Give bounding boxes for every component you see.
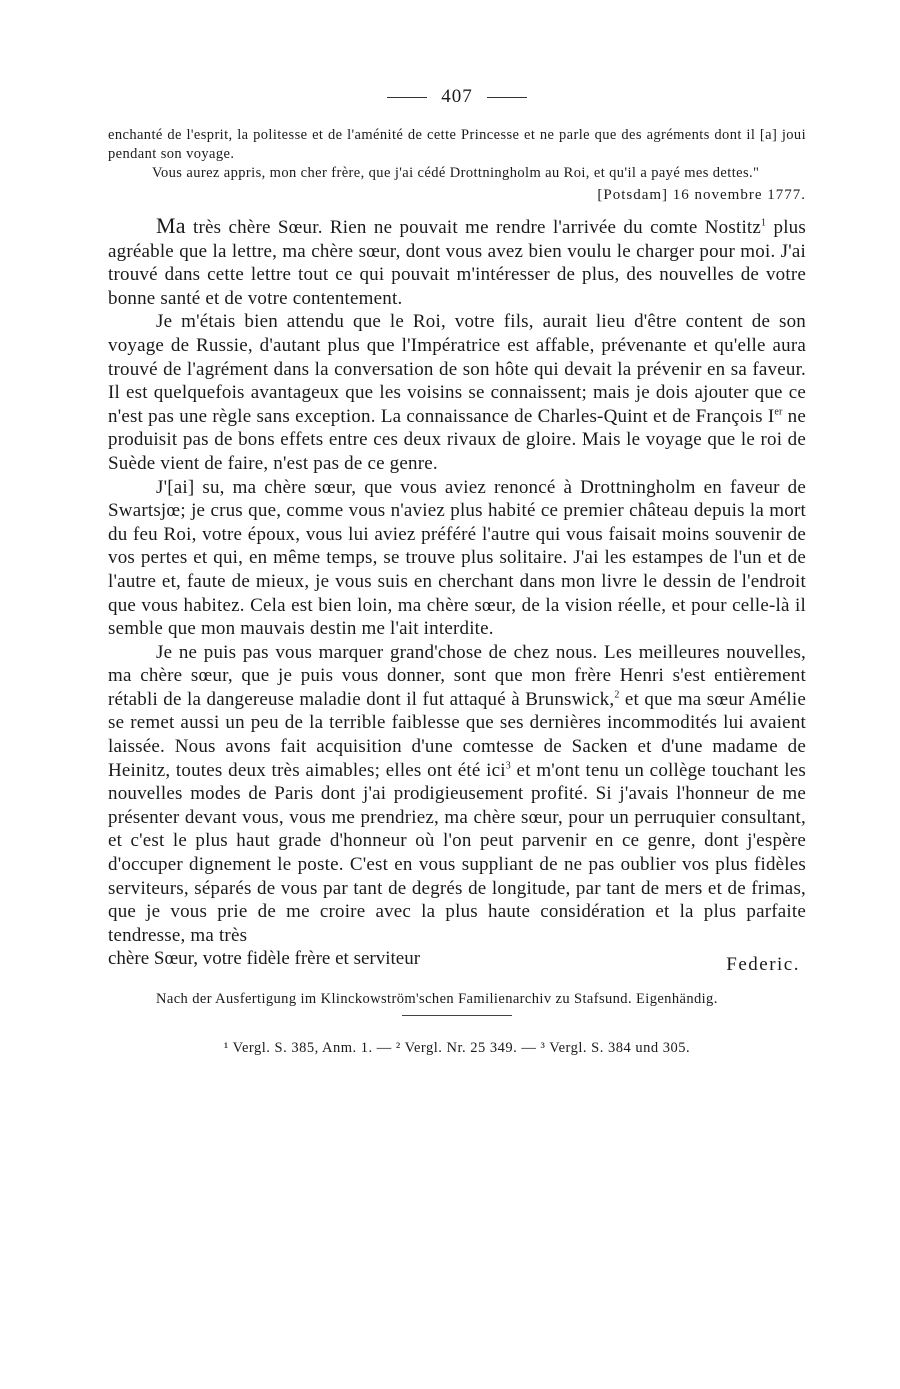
signature: Federic. xyxy=(726,954,800,976)
footnote-ref-1: 1 xyxy=(761,217,767,229)
paragraph-4-text-b: et que ma sœur Amélie se remet aussi un peu de la terrible faiblesse que ses dernières incommodités lui avaient laissée. Nous avons fait acquisition d'une comtesse de Sacken et d'une madame de Heinitz, toutes deux très aimables; elles ont été ici xyxy=(108,688,807,781)
letter-paragraph-4 xyxy=(108,641,806,948)
closing-line xyxy=(108,947,806,976)
paragraph-2-text-b: ne produisit pas de bons effets entre ces deux rivaux de gloire. Mais le voyage que le roi de Suède vient de faire, n'est pas de ce genre. xyxy=(108,405,806,474)
superscript-er: er xyxy=(774,406,783,418)
paragraph-1-text-a: très chère Sœur. Rien ne pouvait me rendre l'arrivée du comte Nostitz xyxy=(185,217,762,238)
paragraph-4-text-a: Je ne puis pas vous marquer grand'chose de chez nous. Les meilleures nouvelles, ma chère sœur, que je puis vous donner, sont que mon frère Henri s'est entièrement rétabli de la dangereuse maladie dont il fut attaqué à Brunswick, xyxy=(108,641,806,710)
paragraph-2-text-a: Je m'étais bien attendu que le Roi, votre fils, aurait lieu d'être content de son voyage de Russie, d'autant plus que l'Impératrice est affable, prévenante et qu'elle aura trouvé de l'agrément dans la conversation de son hôte qui devait la prévenir en sa faveur. Il est quelquefois avantageux que les voisins se connaissent; mais je dois ajouter que ce n'est pas une règle sans exception. La connaissance de Charles-Quint et de François I xyxy=(108,311,806,427)
closing-text: chère Sœur, votre fidèle frère et serviteur xyxy=(108,948,421,970)
document-page xyxy=(108,86,806,1057)
header-dash-right xyxy=(487,97,527,98)
paragraph-4-text-c: et m'ont tenu un collège touchant les nouvelles modes de Paris dont j'ai prodigieusement profité. Si j'avais l'honneur de me présenter devant vous, vous me prendriez, ma chère sœur, pour un perruquier consultant, et c'est le plus haut grade d'honneur où l'on peut parvenir en ce genre, dont j'espère d'occuper dignement le poste. C'est en vous suppliant de ne pas oublier vos plus fidèles serviteurs, séparés de vous par tant de degrés de longitude, par tant de mers et de frimas, que je vous prie de me croire avec la plus haute considération et la plus parfaite tendresse, ma très xyxy=(108,759,806,946)
dateline: [Potsdam] 16 novembre 1777. xyxy=(597,187,806,203)
page-header xyxy=(108,86,806,108)
footnote-ref-2: 2 xyxy=(614,689,620,701)
page-number: 407 xyxy=(441,86,473,107)
paragraph-1-text-b: plus agréable que la lettre, ma chère sœur, dont vous avez bien voulu le charger pour moi. J'ai trouvé dans cette lettre tout ce qui pouvait m'intéresser de plus, des nouvelles de votre bonne santé et de votre contentement. xyxy=(108,217,806,309)
footnotes: ¹ Vergl. S. 385, Anm. 1. — ² Vergl. Nr. 25 349. — ³ Vergl. S. 384 und 305. xyxy=(223,1040,691,1056)
intro-paragraph-1: enchanté de l'esprit, la politesse et de l'aménité de cette Princesse et ne parle que des agréments dont il [a] joui pendant son voyage. xyxy=(108,127,806,162)
footnote-ref-3: 3 xyxy=(505,760,511,772)
intro-section xyxy=(108,126,806,183)
letter-body xyxy=(108,213,807,976)
letter-paragraph-2 xyxy=(108,310,806,475)
opening-word: Ma xyxy=(156,213,186,238)
source-note: Nach der Ausfertigung im Klinckowström'schen Familienarchiv zu Stafsund. Eigenhändig. xyxy=(156,991,718,1007)
footnote-divider xyxy=(402,1015,512,1016)
header-dash-left xyxy=(387,97,427,98)
letter-paragraph-3: J'[ai] su, ma chère sœur, que vous aviez renoncé à Drottningholm en faveur de Swartsjœ; je crus que, comme vous n'aviez plus habité ce premier château depuis la mort du feu Roi, votre époux, vous lui aviez préféré l'autre qui vous faisait moins souvenir de vos pertes et qui, en même temps, se trouve plus solitaire. J'ai les estampes de l'un et de l'autre et, faute de mieux, je vous suis en cherchant dans mon livre le dessin de l'endroit que vous habitez. Cela est bien loin, ma chère sœur, de la vision réelle, et pour celle-là il semble que mon mauvais destin me l'ait interdite. xyxy=(108,476,806,640)
letter-paragraph-1 xyxy=(108,214,806,310)
intro-paragraph-2: Vous aurez appris, mon cher frère, que j'ai cédé Drottningholm au Roi, et qu'il a payé mes dettes." xyxy=(152,165,760,181)
